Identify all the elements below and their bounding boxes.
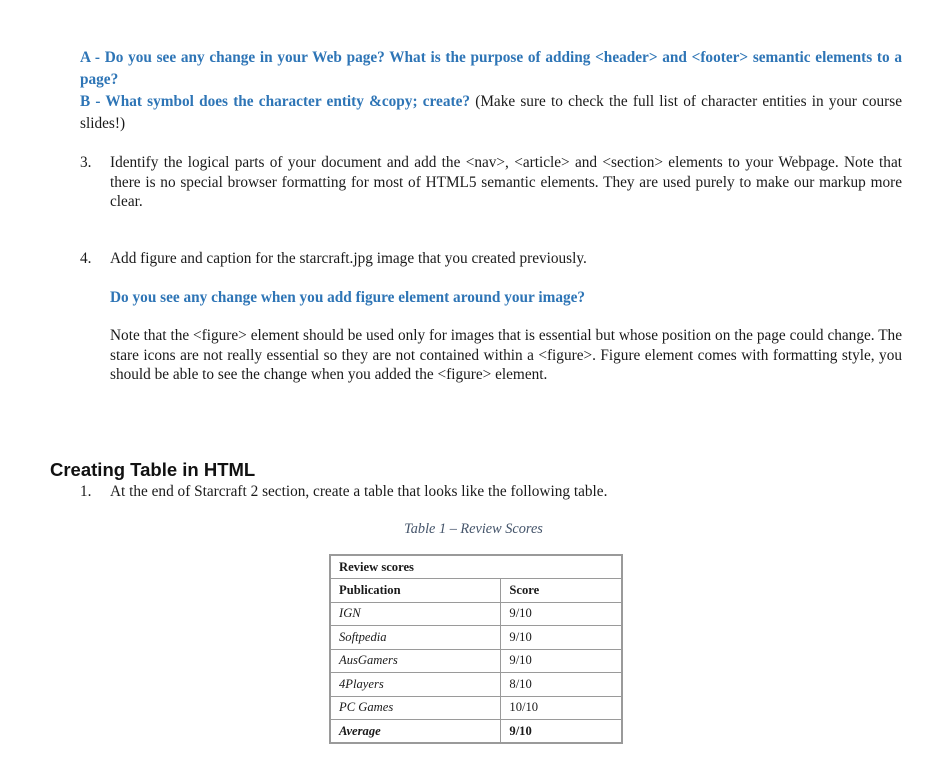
table-row	[330, 626, 622, 650]
publication-cell: AusGamers	[330, 649, 501, 673]
average-label: Average	[330, 720, 501, 744]
table-title-row	[330, 555, 622, 579]
score-cell: 9/10	[501, 649, 622, 673]
step-4-question: Do you see any change when you add figure element around your image?	[110, 289, 586, 306]
score-cell: 8/10	[501, 673, 622, 697]
question-b-bold: B - What symbol does the character entity &copy; create?	[80, 93, 471, 110]
step-4-number: 4.	[80, 250, 92, 267]
table-header-row	[330, 579, 622, 603]
table-step-1-text: At the end of Starcraft 2 section, create a table that looks like the following table.	[110, 483, 608, 500]
publication-cell: IGN	[330, 602, 501, 626]
publication-cell: Softpedia	[330, 626, 501, 650]
table-step-1-number: 1.	[80, 483, 92, 500]
table-row	[330, 696, 622, 720]
table-row	[330, 649, 622, 673]
question-a: A - Do you see any change in your Web page? What is the purpose of adding <header> and <footer> semantic elements to a page?	[80, 49, 902, 88]
score-cell: 9/10	[501, 626, 622, 650]
publication-cell: PC Games	[330, 696, 501, 720]
questions-block	[80, 47, 902, 135]
step-3-text: Identify the logical parts of your document and add the <nav>, <article> and <section> elements to your Webpage. Note that there is no special browser formatting for most of HTML5 semantic elements. They are used purely to make our markup more clear.	[110, 154, 902, 210]
table-title: Review scores	[330, 555, 622, 579]
table-caption: Table 1 – Review Scores	[404, 521, 543, 537]
step-3	[80, 153, 902, 213]
question-b	[80, 91, 902, 135]
section-heading: Creating Table in HTML	[50, 459, 256, 480]
step-4-text: Add figure and caption for the starcraft.jpg image that you created previously.	[110, 250, 587, 267]
review-scores-table	[329, 554, 623, 744]
score-cell: 10/10	[501, 696, 622, 720]
publication-cell: 4Players	[330, 673, 501, 697]
step-4	[80, 249, 902, 273]
header-publication: Publication	[330, 579, 501, 603]
step-4-note: Note that the <figure> element should be used only for images that is essential but whose position on the page could change. The stare icons are not really essential so they are not contained within a <figure>. Figure element comes with formatting style, you should be able to see the change when you added the <figure> element.	[110, 327, 902, 383]
table-row	[330, 673, 622, 697]
table-step-1	[80, 482, 902, 504]
table-row	[330, 602, 622, 626]
table-average-row	[330, 720, 622, 744]
score-cell: 9/10	[501, 602, 622, 626]
question-b-rest: (Make sure to check the full list of character entities in your course slides!)	[80, 93, 902, 132]
header-score: Score	[501, 579, 622, 603]
average-score: 9/10	[501, 720, 622, 744]
step-3-number: 3.	[80, 154, 92, 171]
